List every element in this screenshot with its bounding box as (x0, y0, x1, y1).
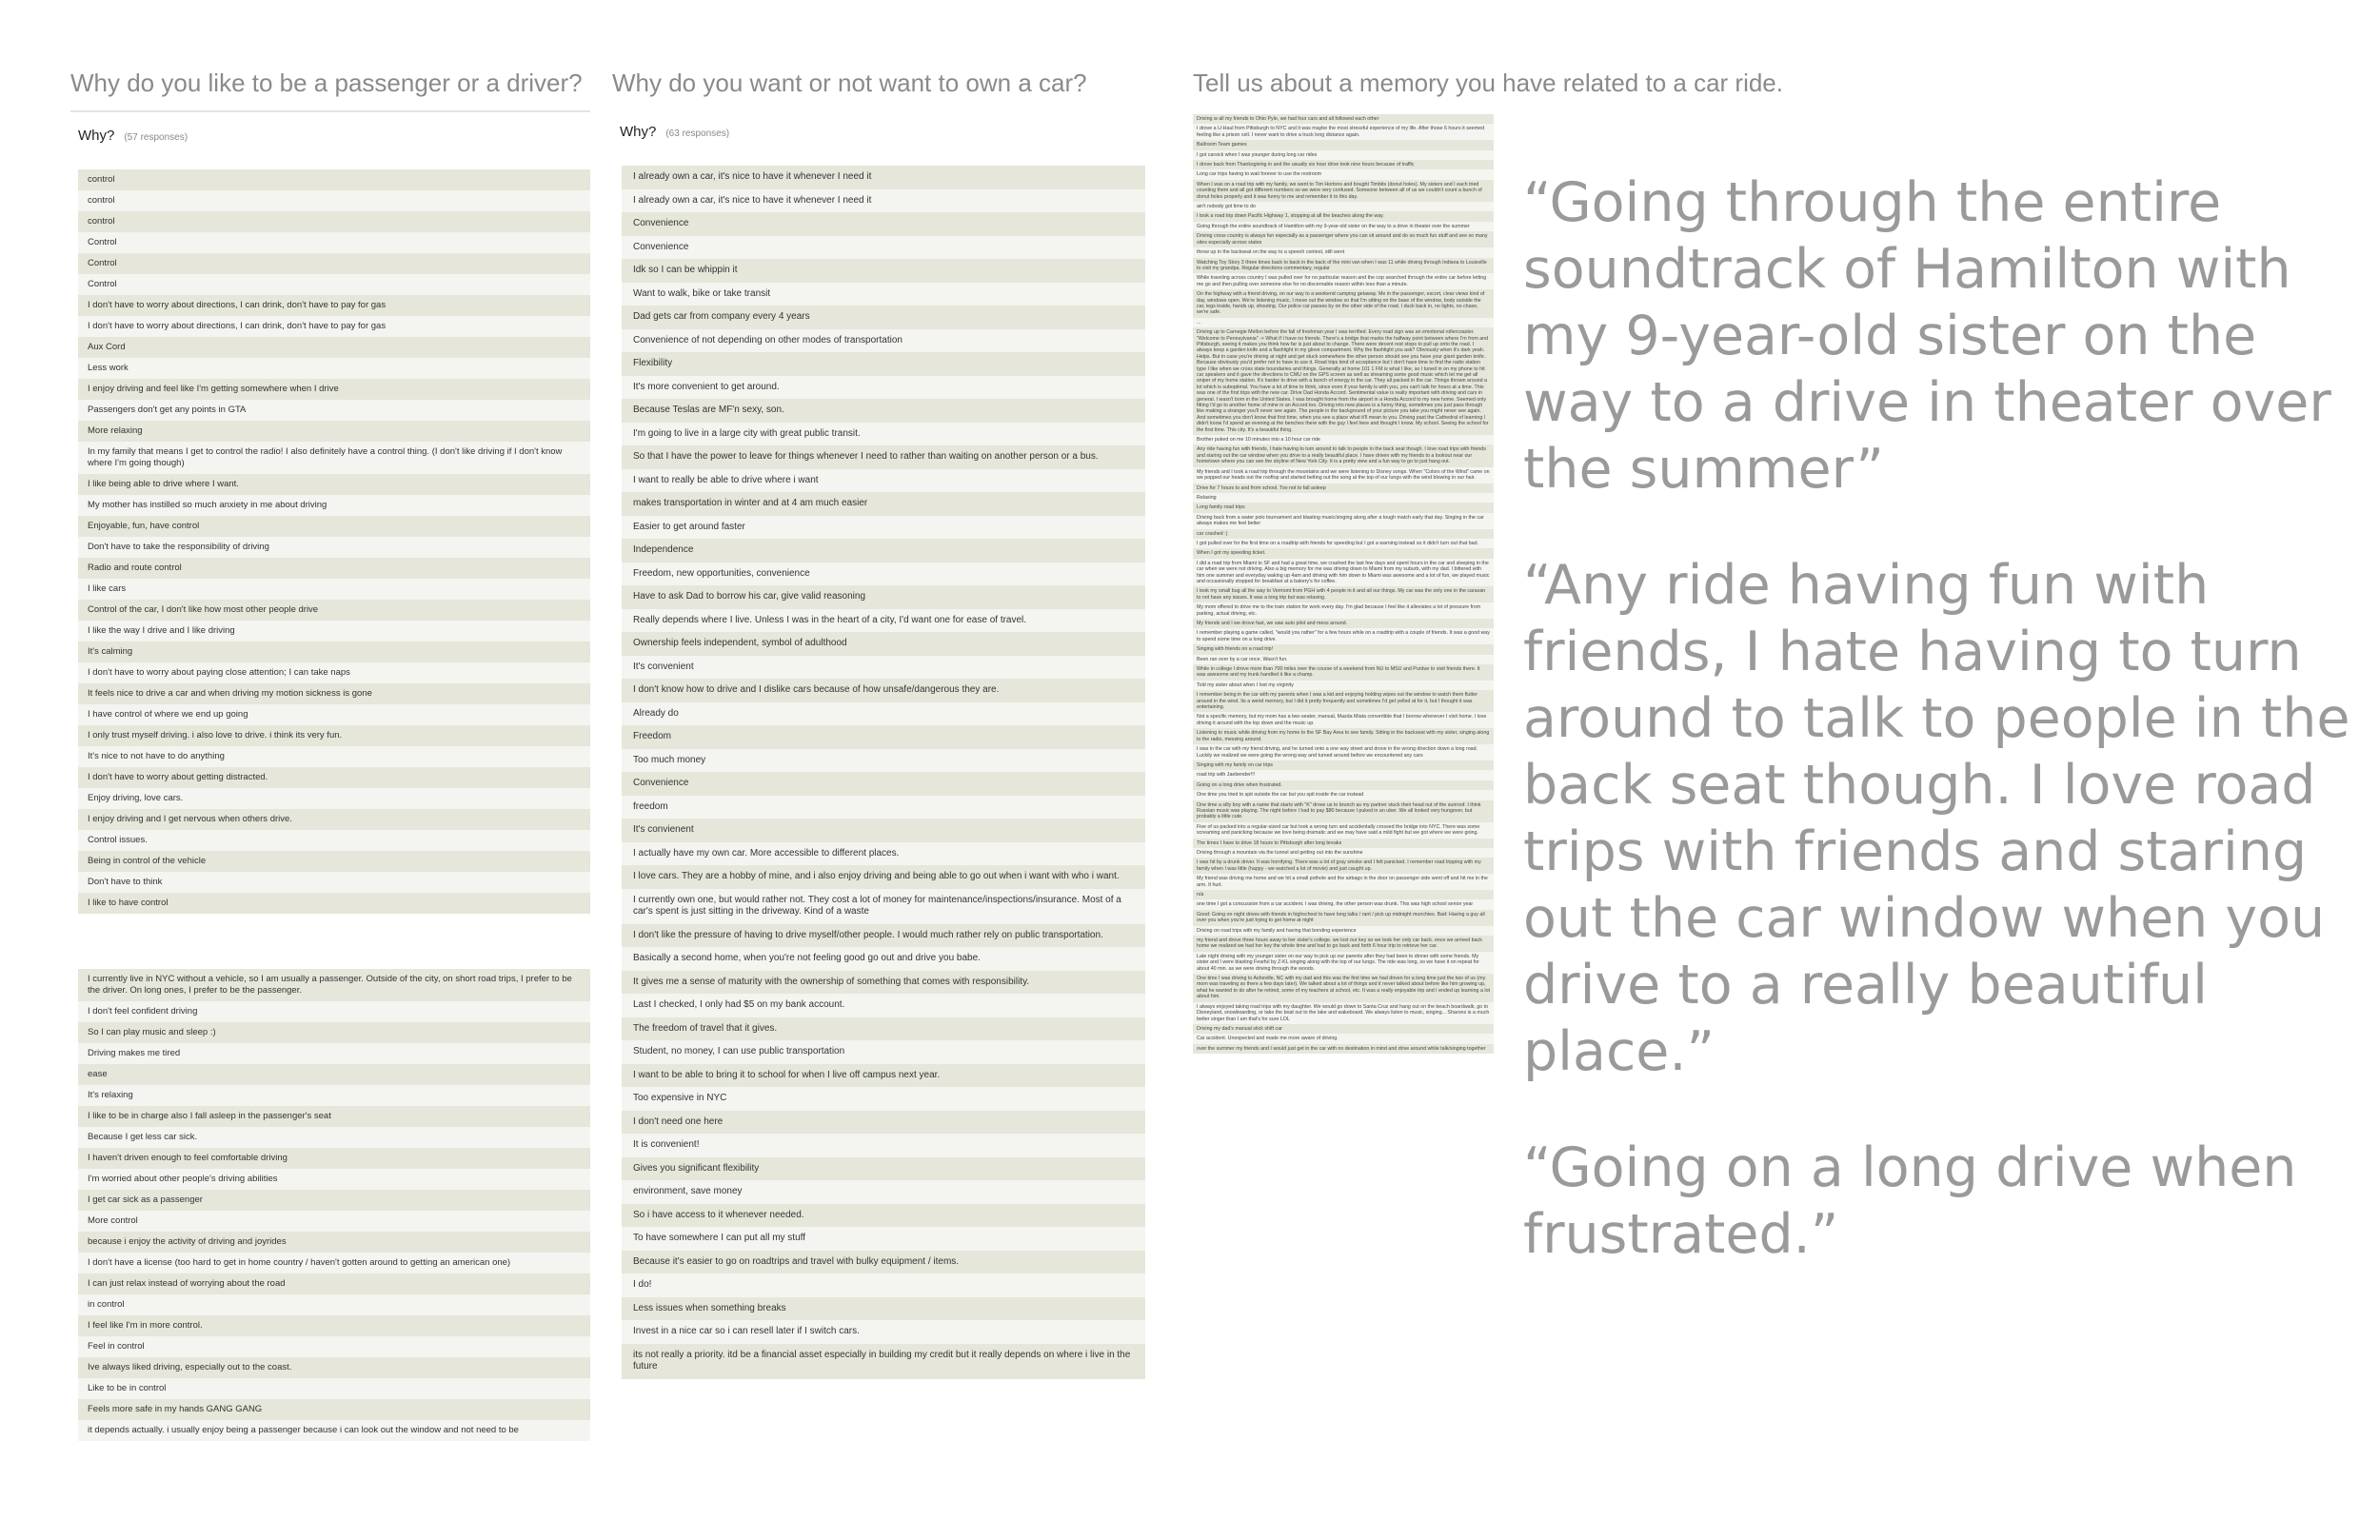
response-row: It's calming (78, 642, 590, 662)
response-row: Gives you significant flexibility (622, 1157, 1145, 1181)
response-row: Going on a long drive when frustrated. (1193, 780, 1494, 790)
response-row: I can just relax instead of worrying about the road (78, 1273, 590, 1294)
response-row: When I was on a road trip with my family, we went to Tim Hortons and bought Timbits (donut holes). My sisters and I each tried counting them and all got different numbers so we were very confused. Someone between all of us we couldn't count a bunch of donut holes properly and it was funny to me and remember it to this day. (1193, 180, 1494, 202)
response-row: I only trust myself driving. i also love to drive. i think its very fun. (78, 725, 590, 746)
response-list-bottom[interactable] (78, 969, 590, 1475)
response-row: I want to really be able to drive where i want (622, 469, 1145, 493)
response-row: Ownership feels independent, symbol of adulthood (622, 632, 1145, 656)
response-row: I don't have to worry about directions, I can drink, don't have to pay for gas (78, 316, 590, 337)
panel-sub-label: Why? (620, 124, 657, 140)
response-row: So I can play music and sleep :) (78, 1022, 590, 1043)
response-row: Flexibility (622, 352, 1145, 376)
response-row: Convenience (622, 236, 1145, 260)
response-row: I don't have a license (too hard to get in home country / haven't gotten around to getting an american one) (78, 1253, 590, 1273)
response-row: Idk so I can be whippin it (622, 259, 1145, 283)
response-row: More control (78, 1211, 590, 1232)
quote-hamilton: “Going through the entire soundtrack of Hamilton with my 9-year-old sister on the way to a drive in theater over the summer” (1523, 171, 2331, 501)
response-row: Five of us packed into a regular-sized car but took a wrong turn and accidentally crossed the bridge into NYC. There was some screaming and panicking because we love being dramatic and we may have said a mild fight but we got where we were going. (1193, 822, 1494, 839)
response-row: I already own a car, it's nice to have it whenever I need it (622, 166, 1145, 189)
response-row: control (78, 190, 590, 211)
response-row: Ive always liked driving, especially out to the coast. (78, 1357, 590, 1378)
response-row: Listening to music while driving from my home to the SF Bay Area to see family. Sitting in the backseat with my sister, singing along to the radio, messing around. (1193, 728, 1494, 744)
response-row: Less issues when something breaks (622, 1297, 1145, 1321)
response-row: ain't nobody got time to do (1193, 202, 1494, 211)
response-row: So that I have the power to leave for things whenever I need to rather than waiting on another person or a bus. (622, 445, 1145, 469)
response-row: ease (78, 1064, 590, 1085)
response-row: Driving back from a water polo tournament and blasting music/singing along after a tough match early that day. Singing in the car always makes me feel better (1193, 513, 1494, 529)
response-row: It is convenient! (622, 1134, 1145, 1157)
response-row: I currently own one, but would rather not. They cost a lot of money for maintenance/inspections/insurance. Most of a car's spent is just sitting in the driveway. Kind of a waste (622, 889, 1145, 924)
response-row: over the summer my friends and I would just get in the car with no destination in mind and drive around while talk/singing together (1193, 1044, 1494, 1054)
response-row: Already do (622, 702, 1145, 726)
response-row: I feel like I'm in more control. (78, 1315, 590, 1336)
divider (70, 110, 590, 112)
response-row: Brother puked on me 10 minutes into a 10 hour car ride (1193, 435, 1494, 444)
question-heading-passenger-driver: Why do you like to be a passenger or a driver? (70, 69, 583, 97)
response-row: Independence (622, 539, 1145, 563)
response-row: My friend was driving me home and we hit a small pothole and the airbags in the door on passenger side went off and hit me in the arm. It hurt. (1193, 874, 1494, 890)
response-row: Any ride having fun with friends, I hate having to turn around to talk to people in the back seat though. I love road trips with friends and staring out the car window when you drive to a really beautiful place. I have driven with my friends to a lookout near our hometown where you can see the skyline of New York City. It is a pretty view and a fun way to go to just hang out. (1193, 444, 1494, 466)
response-row: Driving my dad's manual stick shift car (1193, 1024, 1494, 1034)
response-row: I got carsick when I was younger during long car rides (1193, 150, 1494, 160)
response-row: Convenience (622, 212, 1145, 236)
response-row: It's relaxing (78, 1085, 590, 1106)
response-row: road trip with Jaebender!!! (1193, 770, 1494, 780)
response-row: I don't have to worry about getting distracted. (78, 767, 590, 788)
response-row: My friends and I took a road trip through the mountains and we were listening to Disney songs. When "Colors of the Wind" came on we popped our heads out the rooftop and started belting out the song at the top of our lungs with the wind blowing in our hair. (1193, 467, 1494, 484)
response-row: I'm going to live in a large city with great public transit. (622, 423, 1145, 446)
response-row: Singing with my family on car trips (1193, 760, 1494, 770)
response-row: Driving makes me tired (78, 1043, 590, 1064)
response-row: Ballroom Team games (1193, 140, 1494, 149)
response-row: My mom offered to drive me to the train station for work every day. I'm glad because I feel like it alleviates a lot of pressure from parking, actual driving, etc. (1193, 602, 1494, 619)
response-row: I remember playing a game called, "would you rather" for a few hours while on a roadtrip with a couple of friends. It was a good way to spend some time on a long drive. (1193, 628, 1494, 644)
response-row: I don't know how to drive and I dislike cars because of how unsafe/dangerous they are. (622, 679, 1145, 702)
response-row: To have somewhere I can put all my stuff (622, 1227, 1145, 1251)
response-row: Radio and route control (78, 558, 590, 579)
response-count: (57 responses) (124, 132, 188, 143)
response-row: I did a road trip from Miami to SF and had a great time, we crashed the last few days and spent hours in the car and sleeping in the car when we were not driving. Also a big memory for me was driving down to Miami from my suburb, with my dad. I bittered with him one summer and everyday waking up 4am and driving with him down to Miami was awesome and a lot of fun, we played music and occasionally stopped for breakfast at a bakery's for coffee. (1193, 559, 1494, 587)
panel-sub-label: Why? (78, 128, 115, 144)
response-row: Basically a second home, when you're not feeling good go out and drive you babe. (622, 947, 1145, 971)
response-row: Because Teslas are MF'n sexy, son. (622, 399, 1145, 423)
response-row: it depends actually. i usually enjoy being a passenger because i can look out the window and not need to be (78, 1420, 590, 1441)
response-row: It feels nice to drive a car and when driving my motion sickness is gone (78, 683, 590, 704)
response-row: Because I get less car sick. (78, 1127, 590, 1148)
response-row: I don't have to worry about directions, I can drink, don't have to pay for gas (78, 295, 590, 316)
response-row: I took my small bug all the way to Vermont from PGH with 4 people in it and all our things. My car was the only one in the caravan to not have any issues. It was a long trip but was relaxing. (1193, 586, 1494, 602)
response-row: Not a specific memory, but my mom has a two-seater, manual, Mazda Miata convertible that I borrow whenever I visit home. I love driving it around with the top down and the music up. (1193, 712, 1494, 728)
response-row: I want to be able to bring it to school for when I live off campus next year. (622, 1064, 1145, 1088)
response-row: I actually have my own car. More accessible to different places. (622, 842, 1145, 866)
response-row: Want to walk, bike or take transit (622, 283, 1145, 306)
response-row: Control (78, 253, 590, 274)
response-row: So i have access to it whenever needed. (622, 1204, 1145, 1228)
response-row: Enjoy driving, love cars. (78, 788, 590, 809)
response-row: When I got my speeding ticket. (1193, 548, 1494, 558)
response-row: Told my sister about when I lost my virginity (1193, 681, 1494, 690)
response-row: I don't need one here (622, 1111, 1145, 1135)
response-row: Less work (78, 358, 590, 379)
response-list[interactable] (622, 166, 1145, 1473)
response-row: Going through the entire soundtrack of Hamilton with my 9-year-old sister on the way to a drive in theater over the summer (1193, 222, 1494, 231)
response-row: ... (1193, 318, 1494, 327)
response-row: I do! (622, 1273, 1145, 1297)
response-row: its not really a priority. itd be a financial asset especially in building my credit but it really depends on where i live in the future (622, 1344, 1145, 1379)
response-list[interactable] (1193, 114, 1494, 1475)
response-row: Too much money (622, 749, 1145, 773)
response-row: In my family that means I get to control the radio! I also definitely have a control thing. (I don't like driving if I don't know where I'm going though) (78, 442, 590, 474)
response-list-top[interactable] (78, 169, 590, 965)
response-row: I don't like the pressure of having to drive myself/other people. I would much rather rely on public transportation. (622, 924, 1145, 948)
response-row: I got pulled over for the first time on a roadtrip with friends for speeding but I got a warning instead so it didn't turn out that bad. (1193, 539, 1494, 548)
response-row: Relaxing (1193, 493, 1494, 503)
response-row: my friend and drove three hours away to her sister's college. we lost our key so we took her only car back. once we arrived back home we realized we had her key the whole time and had to go back and forth 6 hour trip to retrieve her car. (1193, 936, 1494, 952)
response-row: throw up in the backseat on the way to a speech contest, still went (1193, 247, 1494, 257)
response-row: Singing with friends on a road trip! (1193, 644, 1494, 654)
response-row: I like to be in charge also I fall asleep in the passenger's seat (78, 1106, 590, 1127)
response-row: Control (78, 232, 590, 253)
response-row: Convenience of not depending on other modes of transportation (622, 329, 1145, 353)
response-row: I like cars (78, 579, 590, 600)
response-row: Driving through a mountain via the tunnel and getting out into the sunshine (1193, 848, 1494, 858)
response-row: Freedom (622, 725, 1145, 749)
response-row: I drove a U-Haul from Pittsburgh to NYC and it was maybe the most stressful experience of my life. After those 6 hours it seemed feeling like a prison cell. I never want to drive a truck long distance again. (1193, 124, 1494, 140)
response-row: Feels more safe in my hands GANG GANG (78, 1399, 590, 1420)
response-row: I currently live in NYC without a vehicle, so I am usually a passenger. Outside of the city, on short road trips, I prefer to be the driver. On long ones, I prefer to be the passenger. (78, 969, 590, 1001)
response-row: I'm worried about other people's driving abilities (78, 1169, 590, 1190)
response-row: I like being able to drive where I want. (78, 474, 590, 495)
response-row: I already own a car, it's nice to have it whenever I need it (622, 189, 1145, 213)
response-row: I love cars. They are a hobby of mine, and i also enjoy driving and being able to go out when i want with who i want. (622, 865, 1145, 889)
response-row: On the highway with a friend driving, on our way to a weekend camping getaway. Me in the passenger, escort, clear views kind of day, windows open. We're listening music, I move out the window so that I'm sitting on the base of the window, body outside the car, legs inside, hands up, shouting. Our police car passes by on the other side of the road. I duck back in, no lights, no chase, we're safe. (1193, 289, 1494, 318)
response-row: Long car trips having to wait forever to use the restroom (1193, 169, 1494, 179)
response-row: Been ran over by a car once. Wasn't fun. (1193, 655, 1494, 664)
response-row: I enjoy driving and I get nervous when others drive. (78, 809, 590, 830)
response-row: makes transportation in winter and at 4 am much easier (622, 492, 1145, 516)
panel-header (620, 124, 729, 140)
response-row: I remember being in the car with my parents when I was a kid and enjoying holding wipes out the window to watch them flutter around in the wind. Its a weird memory, but I did it pretty frequently and sometimes I'd get yelled at for it, but I thought it was entertaining. (1193, 690, 1494, 712)
response-row: It's nice to not have to do anything (78, 746, 590, 767)
highlighted-quotes (1523, 169, 2361, 1317)
response-row: I drove back from Thanksgiving in and the usually six hour drive took nine hours because of traffic (1193, 160, 1494, 169)
response-row: I don't feel confident driving (78, 1001, 590, 1022)
responses-panel-car-memory[interactable] (1193, 114, 1494, 1475)
response-row: Enjoyable, fun, have control (78, 516, 590, 537)
response-row: control (78, 211, 590, 232)
response-row: The freedom of travel that it gives. (622, 1017, 1145, 1041)
response-row: Too expensive in NYC (622, 1087, 1145, 1111)
response-row: I took a road trip down Pacific Highway 1, stopping at all the beaches along the way. (1193, 211, 1494, 221)
response-row: Being in control of the vehicle (78, 851, 590, 872)
response-row: Driving cross country is always fun especially as a passenger where you can sit around and do so much fun stuff and see so many sites especially across states (1193, 231, 1494, 247)
response-row: One time you tried to spit outside the car but you spit inside the car instead (1193, 790, 1494, 800)
quote-long-drive: “Going on a long drive when frustrated.” (1523, 1136, 2297, 1266)
response-row: I get car sick as a passenger (78, 1190, 590, 1211)
response-row: I have control of where we end up going (78, 704, 590, 725)
response-row: because i enjoy the activity of driving and joyrides (78, 1232, 590, 1253)
question-heading-own-car: Why do you want or not want to own a car? (612, 69, 1087, 97)
response-row: Don't have to take the responsibility of driving (78, 537, 590, 558)
response-row: One time a silly boy with a name that starts with "K" drove us to brunch as my partner stuck their head out of the sunroof. I think Russian music was playing. The night before I had to pay $80 because I puked in an uber. We all looked very hungover, but probably a little cute. (1193, 800, 1494, 822)
response-row: Passengers don't get any points in GTA (78, 400, 590, 421)
response-row: I like to have control (78, 893, 590, 914)
response-row: Invest in a nice car so i can resell later if I switch cars. (622, 1320, 1145, 1344)
response-row: Drive for 7 hours to and from school. Too not to fall asleep (1193, 484, 1494, 493)
response-row: While in college I drove more than 700 miles over the course of a weekend from NU to MSU and Purdue to visit friends there. It was awesome and my trunk handled it like a champ. (1193, 664, 1494, 681)
response-row: One time I was driving to Asheville, NC with my dad and this was the first time we had driven for a long time just the two of us (my mom was traveling so there a few days later). We talked about a lot of things and it never talked about before like him growing up, what he wanted to do after he retired, some of my teachers at school, etc. It was a really enjoyable trip and I ended up learning a lot about him. (1193, 974, 1494, 1002)
response-row: Because it's easier to go on roadtrips and travel with bulky equipment / items. (622, 1251, 1145, 1274)
response-row: control (78, 169, 590, 190)
response-row: Watching Toy Story 3 three times back to back in the back of the mini van when I was 11 while driving through Indiana to Louisville to visit my grandpa. Regular directions commentary, regular (1193, 258, 1494, 274)
response-row: Late night driving with my younger sister on our way to pick up our parents after they had been to dinner with some friends. My sister and I were blasting Fearful by Z-KL singing along with the top of our lungs. The ride was long, so we have it on repeat for about 40 min. as we were driving through the woods. (1193, 952, 1494, 974)
response-row: The times I have to drive 18 hours to Pittsburgh after long breaks (1193, 839, 1494, 848)
response-row: It's convenient (622, 656, 1145, 680)
responses-panel-passenger-driver[interactable] (70, 114, 590, 1475)
response-row: Feel in control (78, 1336, 590, 1357)
response-row: environment, save money (622, 1180, 1145, 1204)
response-row: Good: Going on night drives with friends in highschool to have long talks / rant / pick up midnight munchies. Bad: Having a guy all over you when you're just trying to get home at night (1193, 910, 1494, 926)
response-row: Driving up to Carnegie Mellon before the fall of freshman year I was terrified. Every road sign was an emotional rollercoaster. "Welcome to Pennsylvania" -> What if I have no friends. There's a bridge that marks the halfway point between where I'm from and Pittsburgh, seeing it makes you think how far is just about to change. There were decent rest stops to pull up onto the road. I always keep a garden knife and a flashlight in my glove compartment. Why the flashlight you ask? Obviously when it's dark yeah. Helps. But in case you're driving at night and get stuck somewhere the other person should see you have your giant garden knife. Because obviously you'd prefer not to have to use it. Road trips kind of acceptance but I don't have time to find the radio station type I like when we cross state boundaries and things. Generally at home 101 1 FM is what I like, so I tuned in on my phone to hit car speakers and it gave the directions to CMU on the GPS screen as well as streaming some good music which let me get all sniper of my home station. It's harder to drive with a bunch of energy in the car. They all packed in the car. Things thrown around a lot which is suboptimal. You have a lot of time to think, since even if your family is with you, you can't talk for hours at a time. This was one of the first trips with the new car. Drive Dad Honda Accord. Sentimental value is really important with driving and cars in general. I wasn't born in the United States. I was brought home from the airport in a Honda Accord to my new home. Seemed only fitting I'd go to another home of mine in an Accord too. Driving into new places is a funny thing, sometimes you just pass through like making a stranger you'll never see again. The people in the background of your picture you take you might never see again. And sometimes you don't know that first time, when you see a place what it'll mean to you. Driving past the Cathedral of learning I didn't know I'd spend an evening at the benches there with the guy I feel here and thought I know. My school. Seeing the school for the first time. This city. It's a beautiful thing. (1193, 327, 1494, 435)
response-row: Freedom, new opportunities, convenience (622, 563, 1145, 586)
response-row: I was in the car with my friend driving, and he turned onto a one way street and drove in the wrong direction down a long road. Luckily we realized we were going the wrong way and turned around before we encountered any cars (1193, 744, 1494, 760)
panel-header (78, 128, 188, 144)
response-row: Dad gets car from company every 4 years (622, 306, 1145, 329)
response-row: in control (78, 1294, 590, 1315)
response-row: My friends and I we drove fast, we saw auto pilot and mess around. (1193, 619, 1494, 628)
response-row: I haven't driven enough to feel comfortable driving (78, 1148, 590, 1169)
response-row: I always enjoyed taking road trips with my daughter. We would go down to Santa Cruz and hang out on the beach boardwalk, go to Disneyland, snowboarding, or take the boat out to the lake and wakeboard. We always listen to music, singing... Sharons is a much better singer than I am that's for sure LOL (1193, 1002, 1494, 1024)
response-row: Have to ask Dad to borrow his car, give valid reasoning (622, 585, 1145, 609)
response-row: More relaxing (78, 421, 590, 442)
response-row: Driving w all my friends to Ohio Pyle, we had four cars and all followed each other (1193, 114, 1494, 124)
response-row: freedom (622, 796, 1145, 819)
response-row: I enjoy driving and feel like I'm getting somewhere when I drive (78, 379, 590, 400)
response-row: car crashed :( (1193, 529, 1494, 539)
response-row: Control issues. (78, 830, 590, 851)
question-heading-car-memory: Tell us about a memory you have related to a car ride. (1193, 69, 1783, 97)
response-row: It's convienent (622, 819, 1145, 842)
response-row: Really depends where I live. Unless I was in the heart of a city, I'd want one for ease of travel. (622, 609, 1145, 633)
response-row: Easier to get around faster (622, 516, 1145, 540)
response-row: Last I checked, I only had $5 on my bank account. (622, 994, 1145, 1017)
response-row: It's more convenient to get around. (622, 376, 1145, 400)
response-row: I like the way I drive and I like driving (78, 621, 590, 642)
response-row: I don't have to worry about paying close attention; I can take naps (78, 662, 590, 683)
response-row: n/a (1193, 890, 1494, 899)
quote-friends-ride: “Any ride having fun with friends, I hate having to turn around to talk to people in the back seat though. I love road trips with friends and staring out the car window when you drive to a really beautiful place.” (1523, 554, 2350, 1083)
responses-panel-own-car[interactable] (612, 114, 1145, 1473)
response-row: Aux Cord (78, 337, 590, 358)
response-row: Long family road trips (1193, 503, 1494, 512)
response-row: Control of the car, I don't like how most other people drive (78, 600, 590, 621)
response-row: Driving on road trips with my family and having that bonding experience (1193, 926, 1494, 936)
response-row: Like to be in control (78, 1378, 590, 1399)
response-row: Control (78, 274, 590, 295)
response-count: (63 responses) (665, 128, 730, 139)
response-row: Don't have to think (78, 872, 590, 893)
response-row: Convenience (622, 772, 1145, 796)
response-row: Car accident. Unexpected and made me more aware of driving. (1193, 1034, 1494, 1043)
response-row: While traveling across country I was pulled over for no particular reason and the cop searched through the entire car before letting me go and then pulling over someone else for no discernable reason within less than a minute. (1193, 273, 1494, 289)
response-row: It gives me a sense of maturity with the ownership of something that comes with responsibility. (622, 971, 1145, 995)
response-row: My mother has instilled so much anxiety in me about driving (78, 495, 590, 516)
response-row: Student, no money, I can use public transportation (622, 1040, 1145, 1064)
response-row: one time I got a concussion from a car accident. I was driving, the other person was drunk. This was high school senior year (1193, 899, 1494, 909)
response-row: I was hit by a drunk driver. It was horrifying. There was a lot of gray smoke and I felt panicked. I remember road tripping with my family when I was little (happy - we watched a lot of movie) and just caught up. (1193, 858, 1494, 874)
